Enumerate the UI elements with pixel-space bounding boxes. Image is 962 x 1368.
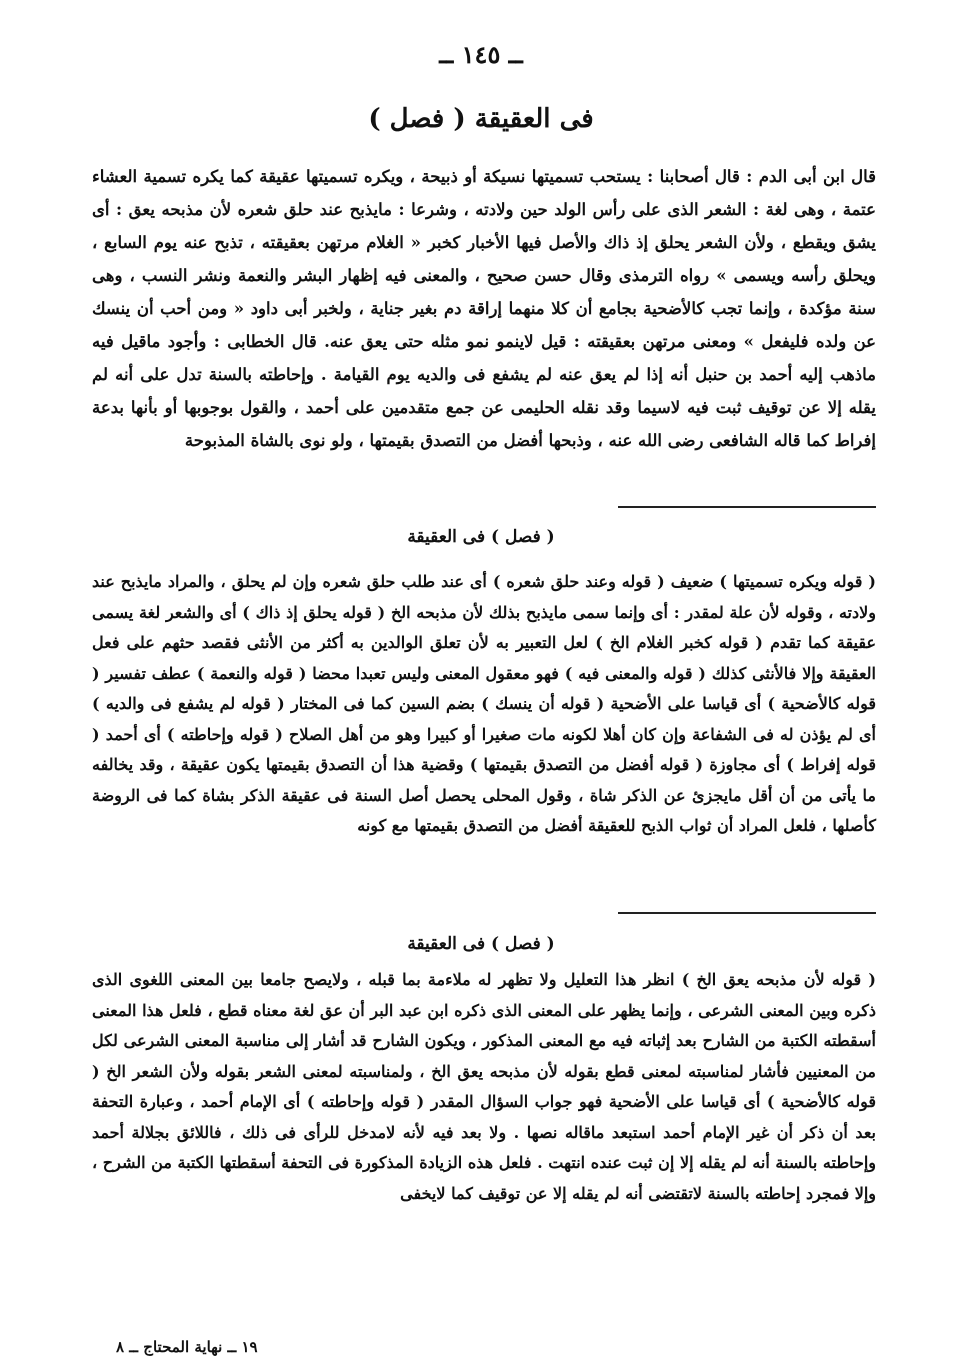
- commentary-paragraph: ( قوله ويكره تسميتها ) ضعيف ( قوله وعند حلق شعره ) أى عند طلب حلق شعره وإن لم يحلق ، والمراد مايذبح عند ولادته ، وقوله لأن علة لمقدر : أى وإنما سمى مايذبح بذلك لأن مذبحه الخ ( قوله يحلق إذ ذاك ) أى والشعر لغة يسمى عقيقة كما تقدم ( قوله كخبر الغلام الخ ) لعل التعبير به لأن تعلق الوالدين به أكثر من الأنثى فقصد حثهم على فعل العقيقة وإلا فالأنثى كذلك ( قوله والمعنى فيه ) فهو معقول المعنى وليس تعبدا محضا ( قوله والنعمة ) عطف تفسير ( قوله كالأضحية ) أى قياسا على الأضحية ( قوله أن ينسك ) بضم السين كما فى المختار ( قوله لم يشفع فى والديه ) أى لم يؤذن له فى الشفاعة وإن كان أهلا لكونه مات صغيرا أو كبيرا وهو من أهل الصلاح ( قوله وإحاطته ) أى أحمد ( قوله إفراط ) أى مجاوزة ( قوله أفضل من التصدق بقيمتها ) وقضية هذا أن التصدق بقيمتها يكون عقيقة ، وقد يخالفه ما يأتى من أن أقل مايجزئ عن الذكر شاة ، وقول المحلى يحصل أصل السنة فى عقيقة الذكر بشاة كما فى الروضة كأصلها ، فلعل المراد أن ثواب الذبح للعقيقة أفضل من التصدق بقيمتها مع كونه: [92, 572, 877, 835]
- commentary-heading: ( فصل ) فى العقيقة: [407, 934, 555, 954]
- commentary-paragraph: ( قوله لأن مذبحه يعق الخ ) انظر هذا التعليل ولا تظهر له ملاءمة بما قبله ، ولايصح جامعا بين المعنى اللغوى الذى ذكره وبين المعنى الشرعى ، وإنما يظهر على المعنى الذى ذكره ابن عبد البر أن عق لغة معناه قطع ، فلعل هذا المعنى أسقطته الكتبة من الشارح بعد إثباته فيه مع المعنى المذكور ، ويكون الشارح قد أشار إلى مناسبة المعنى الشرعى لكل من المعنيين فأشار لمناسبته لمعنى قطع بقوله لأن مذبحه يعق الخ ، ولمناسبته لمعنى الشعر بقوله ولأن الشعر الخ ( قوله كالأضحية ) أى قياسا على الأضحية فهو جواب السؤال المقدر ( قوله وإحاطته ) أى الإمام أحمد ، وعبارة التحفة بعد أن ذكر أن غير الإمام أحمد استبعد ماقاله نصها . ولا بعد فيه لأنه لامدخل للرأى فى ذلك ، فاللائق بجلالة أحمد وإحاطته بالسنة أنه لم يقله إلا إن ثبت عنده انتهت . فلعل هذه الزيادة المذكورة فى التحفة أسقطتها الكتبة من الشرح ، وإلا فمجرد إحاطته بالسنة لاتقتضى أنه لم يقله إلا عن توقيف كما لايخفى: [92, 970, 877, 1203]
- main-paragraph: قال ابن أبى الدم : قال أصحابنا : يستحب تسميتها نسيكة أو ذبيحة ، ويكره تسميتها عقيقة كما يكره تسمية العشاء عتمة ، وهى لغة : الشعر الذى على رأس الولد حين ولادته ، وشرعا : مايذبح عند حلق شعره لأن مذبحه يعق : أى يشق ويقطع ، ولأن الشعر يحلق إذ ذاك والأصل فيها الأخبار كخبر « الغلام مرتهن بعقيقته ، تذبح عنه يوم السابع ، ويحلق رأسه ويسمى » رواه الترمذى وقال حسن صحيح ، والمعنى فيه إظهار البشر والنعمة ونشر النسب ، وهى سنة مؤكدة ، وإنما تجب كالأضحية بجامع أن كلا منهما إراقة دم بغير جناية ، ولخبر أبى داود « ومن أحب أن ينسك عن ولده فليفعل » ومعنى مرتهن بعقيقته : قيل لاينمو نمو مثله حتى يعق عنه. قال الخطابى : وأجود ماقيل فيه ماذهب إليه أحمد بن حنبل أنه إذا لم يعق عنه لم يشفع فى والديه يوم القيامة . وإحاطته بالسنة تدل على أنه لم يقله إلا عن توقيف ثبت فيه لاسيما وقد نقله الحليمى عن جمع متقدمين على أحمد ، والقول بوجوبها أو بأنها بدعة إفراط كما قاله الشافعى رضى الله عنه ، وذبحها أفضل من التصدق بقيمتها ، ولو نوى بالشاة المذبوحة: [92, 167, 876, 450]
- commentary-block: [92, 567, 876, 842]
- page-number: ــ ١٤٥ ــ: [439, 40, 523, 69]
- section-divider: [618, 506, 876, 508]
- main-body-text: [92, 160, 876, 457]
- page-footer: ١٩ ــ نهاية المحتاج ــ ٨: [116, 1338, 258, 1356]
- section-divider: [618, 912, 876, 914]
- chapter-title: ( فصل ) فى العقيقة: [368, 104, 594, 134]
- commentary-heading: ( فصل ) فى العقيقة: [407, 527, 555, 547]
- commentary-block: [92, 965, 876, 1209]
